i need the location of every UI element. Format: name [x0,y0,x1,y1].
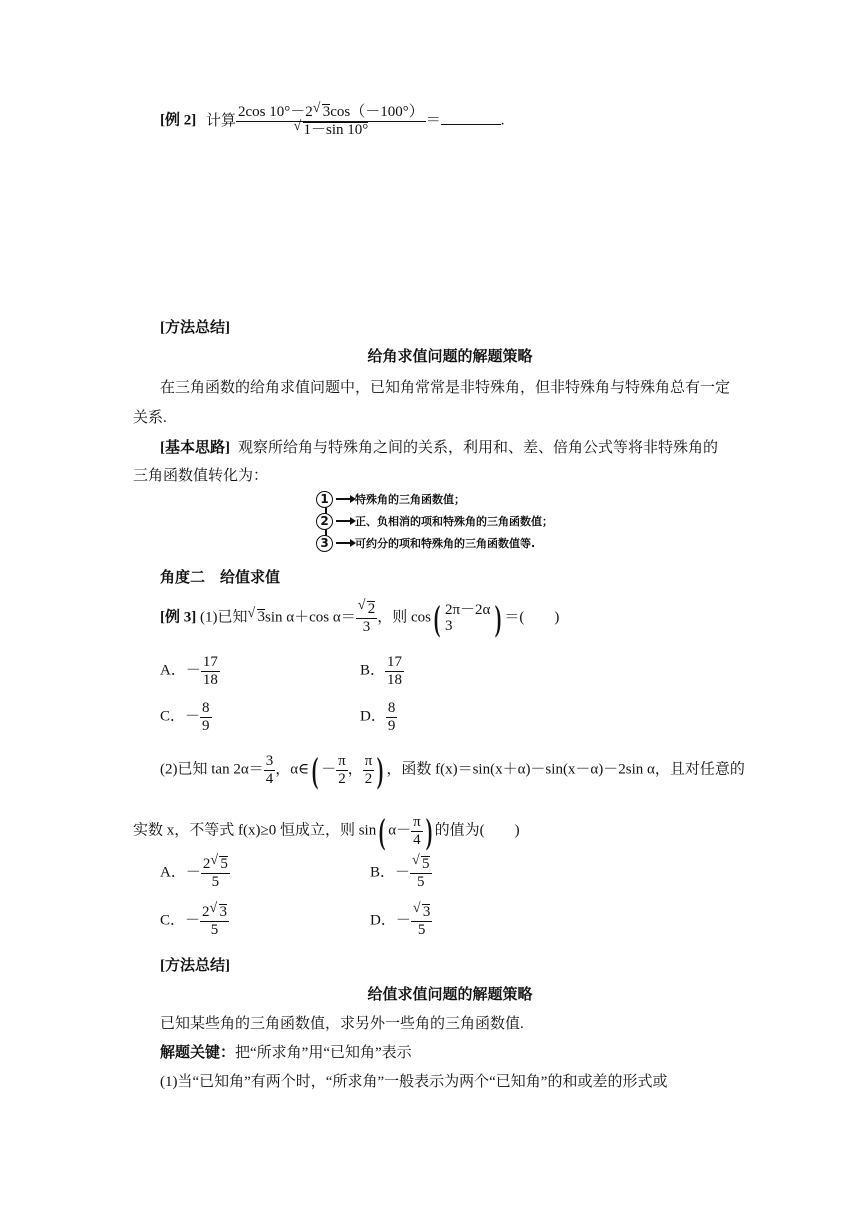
method1-p1: 在三角函数的给角求值问题中，已知角常常是非特殊角，但非特殊角与特殊角总有一定 [160,380,731,396]
diagram-item-1 [316,488,465,510]
key-text: 把“所求角”用“已知角”表示 [235,1045,412,1061]
q2-pre: (2)已知 tan 2α＝ [160,761,264,778]
q1-pre: (1)已知 [200,609,248,626]
method1-p2 [160,436,718,457]
method1-p1-line2: 关系. [133,410,167,426]
circle-number-1: 1 [316,491,333,508]
option-den: 9 [202,717,210,734]
q1-end: ＝( ) [504,609,560,626]
q2-option-a[interactable] [160,856,230,890]
q1-arg-den: 3 [444,618,453,634]
option-sqrt: √ 5 [421,856,430,873]
option-sign: － [395,912,411,929]
key-label: 解题关键： [160,1045,236,1061]
example3-q2 [160,752,745,788]
diagram-text-2: 正、负相消的项和特殊角的三角函数值； [355,515,553,528]
option-letter: C． [160,708,186,725]
right-paren: ) [377,750,384,790]
left-paren: ( [433,598,441,638]
right-paren: ) [425,811,432,851]
q1-option-d[interactable] [360,700,397,734]
q1-frac [356,601,378,635]
option-sign: － [185,662,201,679]
q1-option-a[interactable] [160,654,220,688]
example2-fraction [236,104,426,139]
right-paren: ) [495,598,502,638]
option-coef: 2 [202,904,210,920]
example2-lead: 计算 [206,112,237,129]
option-sign: － [185,864,201,881]
option-den: 5 [201,873,230,891]
option-den: 18 [202,671,218,688]
example3-q1 [160,600,559,636]
diagram-item-2 [316,510,553,532]
q2-option-b[interactable] [370,856,432,890]
option-letter: A． [160,864,186,881]
left-paren: ( [378,811,386,851]
q1-frac-num: √ 2 [367,601,376,618]
option-letter: B． [370,864,396,881]
q1-arg [443,602,492,635]
diagram-text-1: 特殊角的三角函数值； [355,493,465,506]
option-letter: C． [160,912,186,929]
q2-den: 4 [265,770,274,787]
option-letter: A． [160,662,186,679]
method-diagram [315,488,590,554]
q1-frac-den: 3 [356,618,378,636]
option-sign: － [185,708,201,725]
option-coef: 2 [202,856,211,872]
q2-comma: ， [347,761,363,778]
example2-equals: ＝ [425,112,441,129]
option-sqrt: √ 3 [422,904,431,921]
option-num: 8 [202,700,210,716]
basic-idea-text: 观察所给角与特殊角之间的关系，利用和、差、倍角公式等将非特殊角的 [238,440,719,456]
option-den: 5 [411,921,433,939]
angle2-heading: 角度二 给值求值 [160,570,281,586]
answer-blank[interactable] [441,110,501,125]
arrow-right-icon [336,542,352,544]
example3-q2-line2 [133,813,520,849]
example2-num-b: cos（－100°） [330,104,424,120]
option-den: 5 [410,873,432,891]
q1-sqrt: √ 3 [257,609,266,626]
option-num: 17 [387,654,403,670]
option-num: 8 [387,700,396,716]
option-den: 18 [387,671,403,688]
q2-arg-a: α－ [388,822,412,839]
option-letter: D． [370,912,396,929]
q1-arg-rest: －2α [460,601,491,618]
example2-num-a: 2cos 10°－2 [238,104,313,120]
method2-p1: 已知某些角的三角函数值，求另外一些角的三角函数值. [160,1016,524,1032]
method2-label: [方法总结] [160,958,230,974]
option-letter: B． [360,662,386,679]
method2-p3: (1)当“已知角”有两个时，“所求角”一般表示为两个“已知角”的和或差的形式或 [160,1074,668,1090]
q1-mid: sin α＋cos α＝ [265,609,356,626]
q2-arg-num: π [413,814,421,830]
q2-option-c[interactable] [160,904,229,938]
method1-p2-line2: 三角函数值转化为： [133,468,269,484]
q2-in: ，α∈ [275,761,310,778]
arrow-right-icon [336,520,352,522]
example2-label: [例 2] [160,112,197,129]
q2-num: 3 [265,753,274,769]
method1-label: [方法总结] [160,320,230,336]
q1-arg-num: 2π [444,601,461,618]
q2-int-a-num: π [338,753,346,769]
method1-title: 给角求值问题的解题策略 [367,349,533,365]
option-den: 5 [200,921,229,939]
q1-then: ，则 cos [377,609,431,626]
example2-num-sqrt: √ 3 [322,104,331,121]
circle-number-2: 2 [316,513,333,530]
method2-title: 给值求值问题的解题策略 [367,987,533,1003]
circle-number-3: 3 [316,535,333,552]
q2-option-d[interactable] [370,904,432,938]
example2-den-sqrt: √ 1－sin 10° [303,122,369,139]
q2-line2-b: 的值为( ) [434,822,520,839]
q2-int-a-den: 2 [336,770,348,788]
option-num: 17 [202,654,218,670]
diagram-item-3 [316,532,535,554]
q2-int-b-den: 2 [363,770,375,788]
option-den: 9 [387,717,396,734]
q2-rest: ，函数 f(x)＝sin(x＋α)－sin(x－α)－2sin α，且对任意的 [386,761,745,778]
option-sqrt: √ 5 [219,856,228,873]
option-letter: D． [360,708,386,725]
example2-line [160,104,505,139]
q2-arg-den: 4 [411,831,423,849]
q1-option-c[interactable] [160,700,212,734]
example3-label: [例 3] [160,609,197,626]
left-paren: ( [311,750,319,790]
method2-key [160,1041,412,1062]
q2-int-sign: － [321,761,337,778]
q1-option-b[interactable] [360,654,404,688]
option-sign: － [395,864,411,881]
arrow-right-icon [336,498,352,500]
example2-period: . [500,112,505,129]
option-sqrt: √ 3 [219,904,228,921]
q2-int-b-num: π [364,753,373,769]
diagram-text-3: 可约分的项和特殊角的三角函数值等. [355,537,536,550]
q2-line2-a: 实数 x，不等式 f(x)≥0 恒成立，则 sin [133,822,377,839]
option-sign: － [185,912,201,929]
basic-idea-label: [基本思路] [160,440,230,456]
